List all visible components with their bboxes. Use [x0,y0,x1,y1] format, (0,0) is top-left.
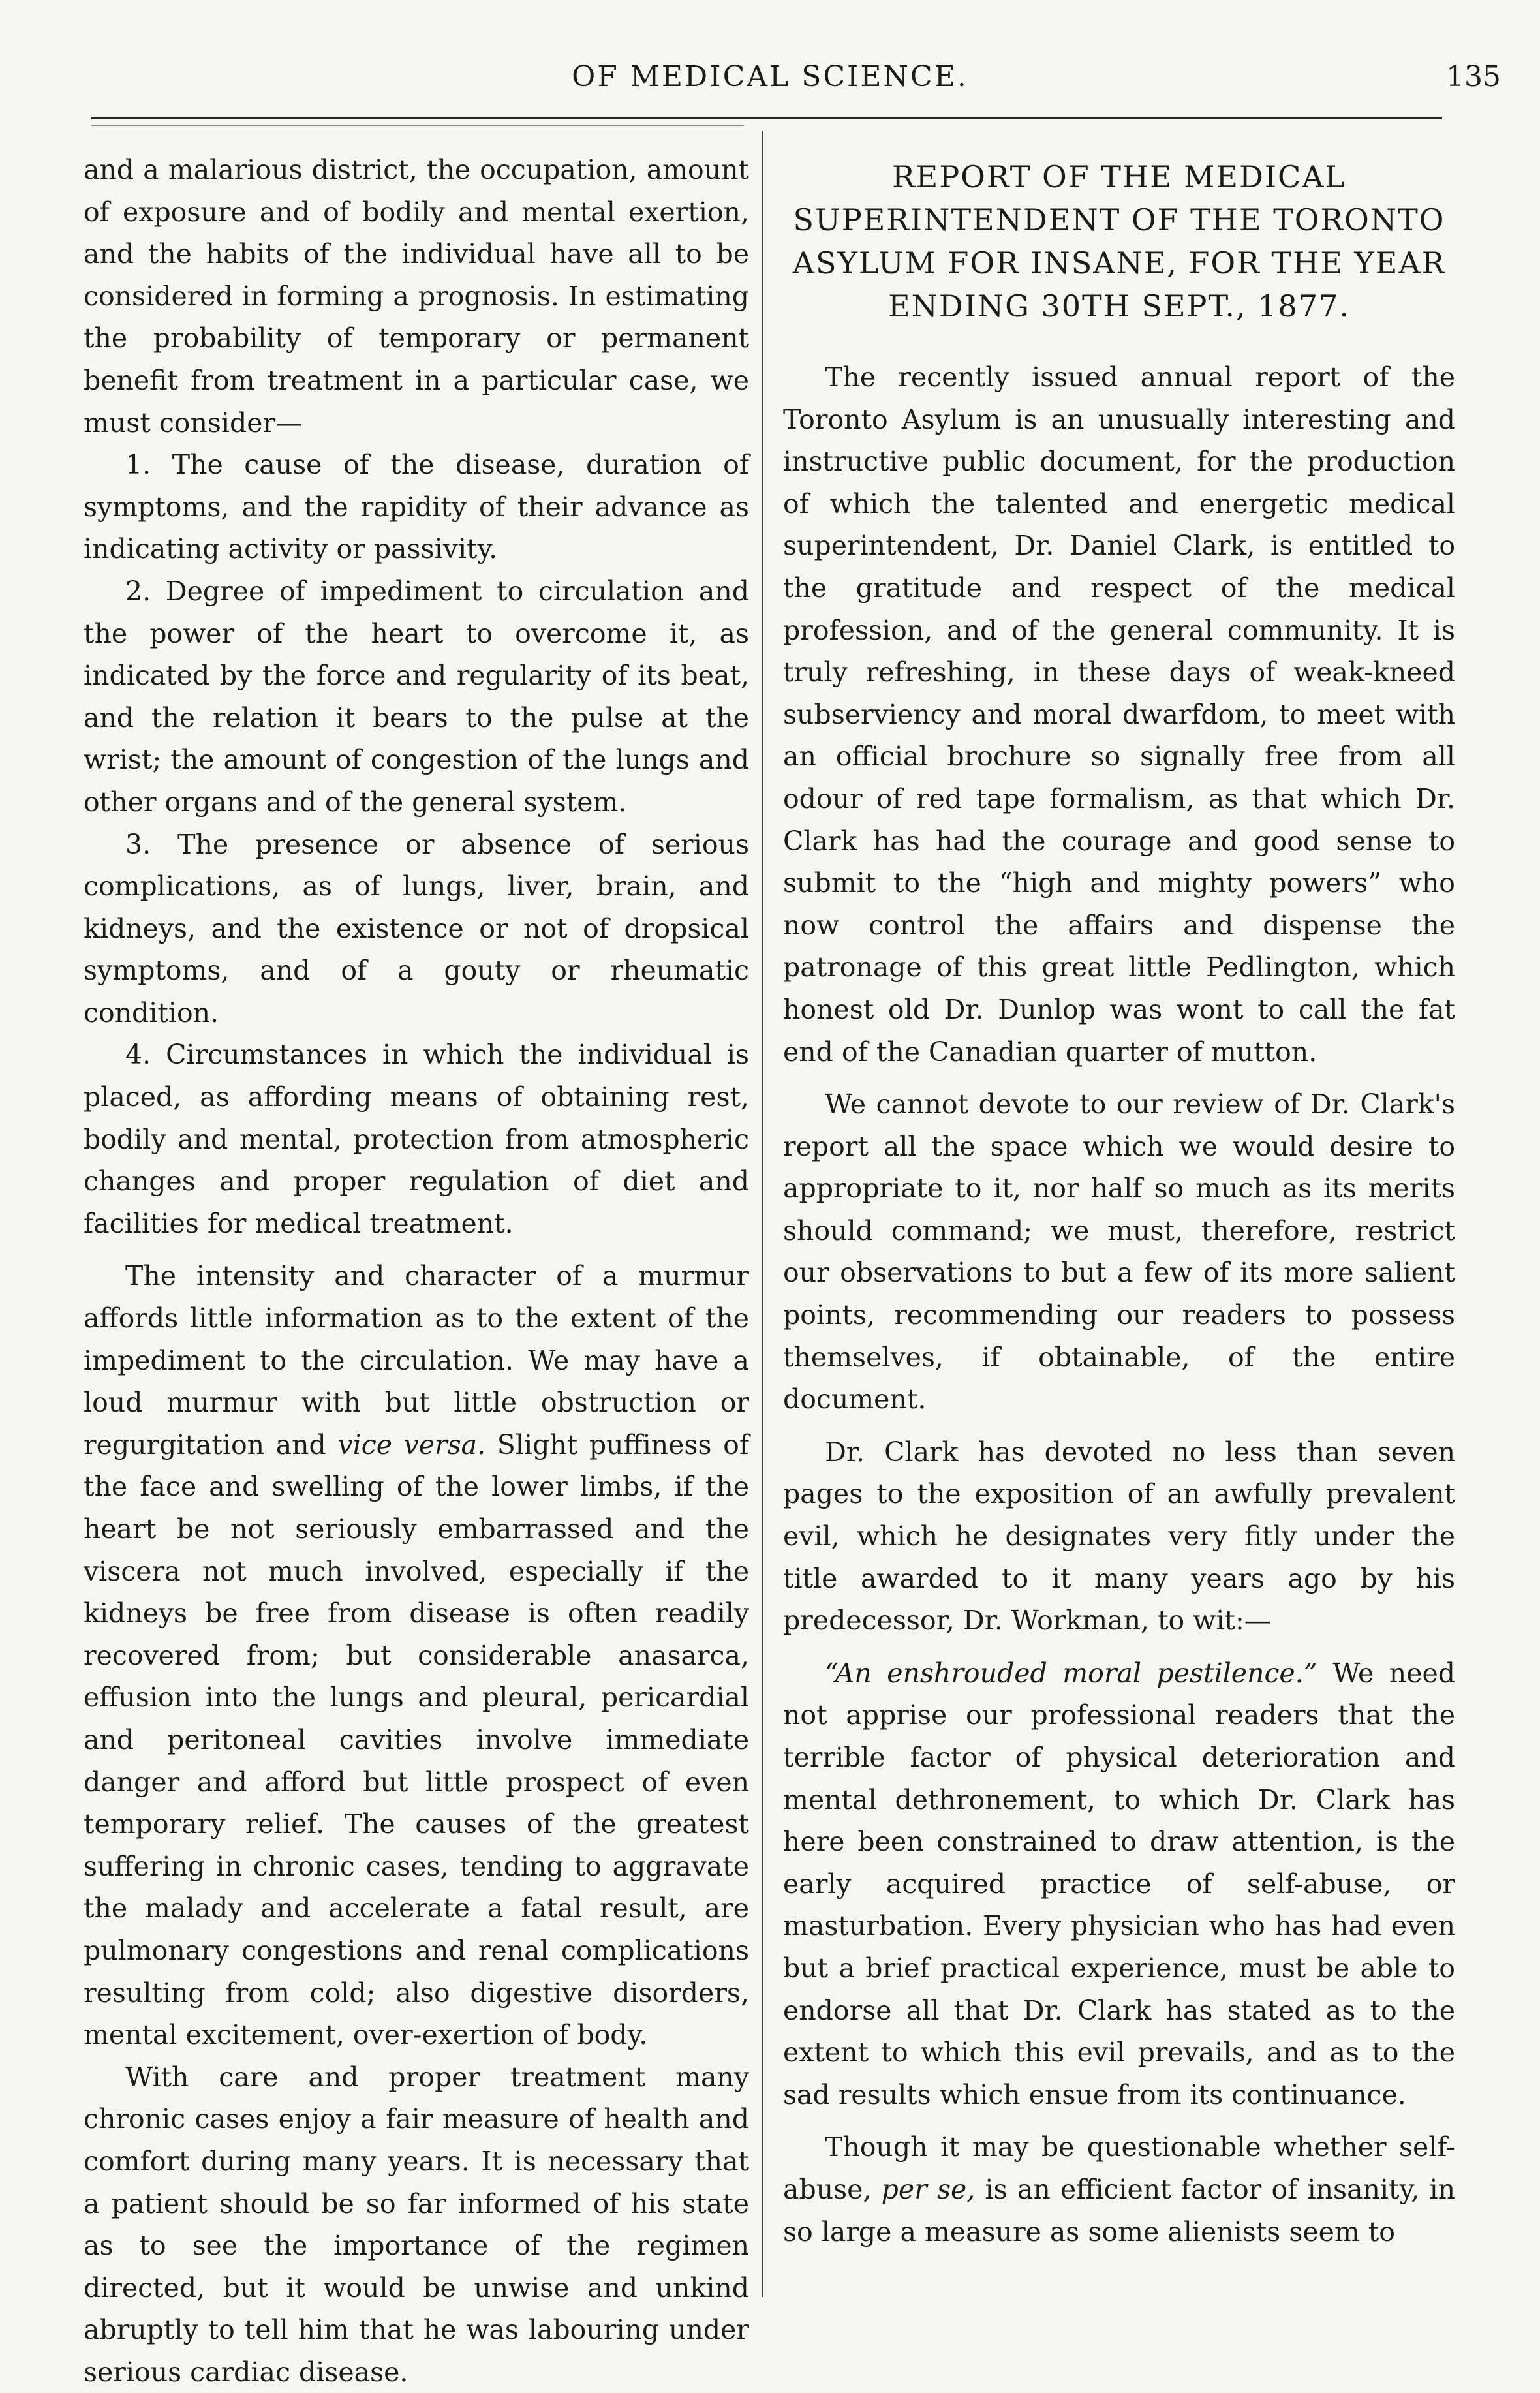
left-paragraph-murmur-text-b: Slight puffiness of the face and swelling of the lower limbs, if the heart be not seriously embarrassed and the viscera not much involved, especially if the kidneys be free from disease is often readily recovered from; but considerable anasarca, effusion into the lungs and pleural, pericardial and peritoneal cavities involve immediate danger and afford but little prospect of even temporary relief. The causes of the greatest suffering in chronic cases, tending to aggravate the malady and accelerate a fatal result, are pulmonary congestions and renal complications resulting from cold; also digestive disorders, mental excitement, over-exertion of body. [84,1428,749,2051]
left-paragraph-1: and a malarious district, the occupation, amount of exposure and of bodily and mental exertion, and the habits of the individual have all to be considered in forming a prognosis. In estimating the probability of temporary or permanent benefit from treatment in a particular case, we must consider— [84,154,749,439]
right-paragraph-4 [783,1652,1455,2116]
right-paragraph-5-text-b: is an efficient factor of insanity, in so large a measure as some alienists seem to [783,2173,1455,2247]
running-head [0,60,1540,106]
running-title: OF MEDICAL SCIENCE. [572,60,968,93]
left-list-item-1: 1. The cause of the disease, duration of symptoms, and the rapidity of their advance as indicating activity or passivity. [84,449,749,565]
left-paragraph-murmur-text-a: The intensity and character of a murmur affords little information as to the extent of the impediment to the circulation. We may have a loud murmur with but little obstruction or regurgitation and [84,1260,749,1460]
right-paragraph-5-italic: per se, [881,2173,976,2205]
page-number: 135 [1446,60,1501,93]
left-list-item-2: 2. Degree of impediment to circulation and the power of the heart to overcome it, as indicated by the force and regularity of its beat, and the relation it bears to the pulse at the wrist; the amount of congestion of the lungs and other organs and of the general system. [84,575,749,818]
right-paragraph-5-text-a: Though it may be questionable whether self-abuse, [783,2131,1455,2205]
right-paragraph-1: The recently issued annual report of the Toronto Asylum is an unusually interesting and instructive public document, for the production of which the talented and energetic medical superintendent, Dr. Daniel Clark, is entitled to the gratitude and respect of the medical profession, and of the general community. It is truly refreshing, in these days of weak-kneed subserviency and moral dwarfdom, to meet with an official brochure so signally free from all odour of red tape formalism, as that which Dr. Clark has had the courage and good sense to submit to the “high and mighty powers” who now control the affairs and dispense the patronage of this great little Pedlington, which honest old Dr. Dunlop was wont to call the fat end of the Canadian quarter of mutton. [783,362,1455,1068]
right-paragraph-4-italic: “An enshrouded moral pestilence.” [825,1657,1317,1689]
right-paragraph-2: We cannot devote to our review of Dr. Clark's report all the space which we would desire to appropriate to it, nor half so much as its merits should command; we must, therefore, restrict our observations to but a few of its more salient points, recommending our readers to possess themselves, if obtainable, of the entire document. [783,1088,1455,1415]
right-paragraph-4-text: We need not apprise our professional readers that the terrible factor of physical deterioration and mental dethronement, to which Dr. Clark has here been constrained to draw attention, is the early acquired practice of self-abuse, or masturbation. Every physician who has had even but a brief practical experience, must be able to endorse all that Dr. Clark has stated as to the extent to which this evil prevails, and as to the sad results which ensue from its continuance. [783,1657,1455,2110]
right-paragraph-3: Dr. Clark has devoted no less than seven pages to the exposition of an awfully prevalent evil, which he designates very fitly under the title awarded to it many years ago by his predecessor, Dr. Workman, to wit:— [783,1436,1455,1637]
right-column [783,149,1455,2253]
left-paragraph-murmur [84,1255,749,2056]
left-list-item-3: 3. The presence or absence of serious complications, as of lungs, liver, brain, and kidneys, and the existence or not of dropsical symptoms, and of a gouty or rheumatic condition. [84,828,749,1028]
column-divider [762,131,763,2297]
right-paragraph-5 [783,2126,1455,2253]
left-list-item-4: 4. Circumstances in which the individual is placed, as affording means of obtaining rest, bodily and mental, protection from atmospheric changes and proper regulation of diet and facilities for medical treatment. [84,1039,749,1239]
header-rule [91,117,1442,119]
header-rule-secondary [91,125,744,126]
report-heading: REPORT OF THE MEDICAL SUPERINTENDENT OF THE TORONTO ASYLUM FOR INSANE, FOR THE YEAR ENDING 30TH SEPT., 1877. [792,159,1446,324]
left-paragraph-murmur-italic: vice versa. [337,1428,486,1460]
left-column [84,149,749,2393]
left-paragraph-care: With care and proper treatment many chronic cases enjoy a fair measure of health and comfort during many years. It is necessary that a patient should be so far informed of his state as to see the importance of the regimen directed, but it would be unwise and unkind abruptly to tell him that he was labouring under serious cardiac disease. [84,2061,749,2388]
